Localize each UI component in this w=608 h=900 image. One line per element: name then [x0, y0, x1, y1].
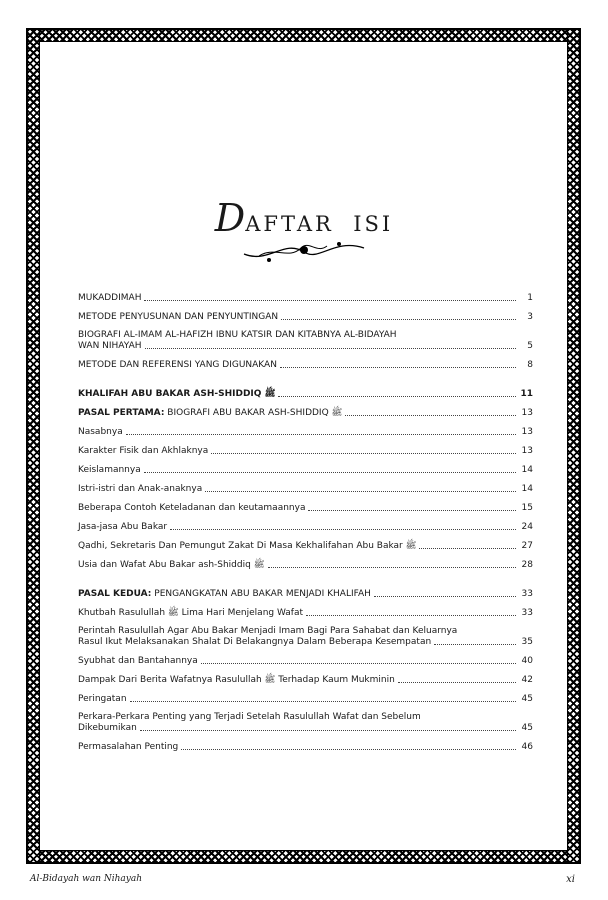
toc-entry-page: 45 [521, 694, 533, 704]
toc-entry-title: Nasabnya [78, 427, 123, 437]
toc-entry[interactable] [78, 607, 533, 619]
toc-entry-page: 14 [521, 484, 533, 494]
toc-entry[interactable] [78, 359, 533, 371]
dot-leader [308, 510, 516, 511]
toc-entry-page: 3 [527, 312, 533, 322]
toc-entry-page: 33 [521, 589, 533, 599]
toc-entry[interactable] [78, 559, 533, 571]
toc-entry[interactable] [78, 388, 533, 400]
toc-entry-title: Syubhat dan Bantahannya [78, 656, 198, 666]
dot-leader [170, 529, 516, 530]
dot-leader [181, 749, 516, 750]
toc-entry-page: 46 [521, 742, 533, 752]
toc-entry[interactable] [78, 712, 533, 734]
toc-entry-title: METODE PENYUSUNAN DAN PENYUNTINGAN [78, 312, 279, 322]
border-left [27, 29, 40, 863]
toc-entry-title: KHALIFAH ABU BAKAR ASH-SHIDDIQ ﷺ [78, 389, 276, 399]
toc-entry-title: Permasalahan Penting [78, 742, 179, 752]
toc-entry[interactable] [78, 311, 533, 323]
toc-entry[interactable] [78, 330, 533, 352]
toc-entry-title: Dikebumikan [78, 723, 137, 733]
dot-leader [434, 644, 516, 645]
dot-leader [201, 663, 516, 664]
toc-entry-page: 14 [521, 465, 533, 475]
dot-leader [281, 319, 516, 320]
toc-entry-title: METODE DAN REFERENSI YANG DIGUNAKAN [78, 360, 277, 370]
dot-leader [268, 567, 516, 568]
toc-entry-page: 5 [527, 341, 533, 351]
toc-entry-title: Usia dan Wafat Abu Bakar ash-Shiddiq ﷺ [78, 560, 265, 570]
toc-entry-page: 27 [521, 541, 533, 551]
flourish-ornament [239, 234, 369, 266]
dot-leader [278, 396, 516, 397]
toc-entry-page: 45 [521, 723, 533, 733]
toc-entry[interactable] [78, 741, 533, 753]
toc-entry-title: Karakter Fisik dan Akhlaknya [78, 446, 209, 456]
dot-leader [211, 453, 516, 454]
toc-entry-title: Peringatan [78, 694, 127, 704]
dot-leader [398, 682, 516, 683]
toc-entry-page: 40 [521, 656, 533, 666]
toc-entry-page: 11 [520, 389, 533, 399]
dot-leader [205, 491, 516, 492]
toc-entry-page: 28 [521, 560, 533, 570]
title-initial: D [214, 196, 246, 240]
title-word2: ISI [353, 212, 394, 236]
toc-section [78, 588, 533, 753]
dot-leader [130, 701, 516, 702]
toc-entry-title: Istri-istri dan Anak-anaknya [78, 484, 203, 494]
toc-entry[interactable] [78, 292, 533, 304]
toc-entry-title: Beberapa Contoh Keteladanan dan keutamaannya [78, 503, 306, 513]
toc-entry-lead: PASAL KEDUA: [78, 589, 152, 599]
toc-entry[interactable] [78, 426, 533, 438]
footer-book-title: Al-Bidayah wan Nihayah [30, 874, 143, 884]
toc-entry-title: Khutbah Rasulullah ﷺ Lima Hari Menjelang Wafat [78, 608, 304, 618]
toc-entry-page: 42 [521, 675, 533, 685]
toc-entry-line1: BIOGRAFI AL-IMAM AL-HAFIZH IBNU KATSIR DAN KITABNYA AL-BIDAYAH [78, 330, 397, 340]
toc-entry[interactable] [78, 464, 533, 476]
toc-section [78, 388, 533, 571]
toc-entry-title: Keislamannya [78, 465, 141, 475]
border-right [567, 29, 580, 863]
toc-entry-line1: Perintah Rasulullah Agar Abu Bakar Menjadi Imam Bagi Para Sahabat dan Keluarnya [78, 626, 458, 636]
toc-entry-page: 1 [527, 293, 533, 303]
toc-entry-page: 8 [527, 360, 533, 370]
toc-entry-title: Jasa-jasa Abu Bakar [78, 522, 168, 532]
toc-entry-title: Rasul Ikut Melaksanakan Shalat Di Belakangnya Dalam Beberapa Kesempatan [78, 637, 432, 647]
toc-entry[interactable] [78, 445, 533, 457]
toc-entry[interactable] [78, 655, 533, 667]
toc-entry-title: PENGANGKATAN ABU BAKAR MENJADI KHALIFAH [154, 589, 371, 599]
toc-entry[interactable] [78, 540, 533, 552]
toc-entry[interactable] [78, 483, 533, 495]
toc-entry-title: Dampak Dari Berita Wafatnya Rasulullah ﷺ Terhadap Kaum Mukminin [78, 675, 395, 685]
toc-entry[interactable] [78, 502, 533, 514]
toc-entry[interactable] [78, 588, 533, 600]
toc-entry[interactable] [78, 693, 533, 705]
dot-leader [140, 730, 516, 731]
toc-entry-page: 13 [521, 427, 533, 437]
toc-entry-page: 35 [521, 637, 533, 647]
toc-entry[interactable] [78, 521, 533, 533]
border-bottom [27, 850, 580, 863]
toc-entry-title: Qadhi, Sekretaris Dan Pemungut Zakat Di Masa Kekhalifahan Abu Bakar ﷺ [78, 541, 417, 551]
toc-entry-page: 24 [521, 522, 533, 532]
toc-entry-title: MUKADDIMAH [78, 293, 142, 303]
toc-entry-page: 33 [521, 608, 533, 618]
toc-entry-title: BIOGRAFI ABU BAKAR ASH-SHIDDIQ ﷺ [167, 408, 343, 418]
dot-leader [144, 300, 516, 301]
border-top [27, 29, 580, 42]
dot-leader [126, 434, 516, 435]
table-of-contents [78, 292, 533, 760]
toc-entry[interactable] [78, 674, 533, 686]
toc-entry-title: WAN NIHAYAH [78, 341, 142, 351]
toc-entry[interactable] [78, 407, 533, 419]
dot-leader [419, 548, 516, 549]
footer-page-number: xi [566, 874, 575, 885]
dot-leader [374, 596, 516, 597]
toc-entry-page: 13 [521, 446, 533, 456]
toc-entry-lead: PASAL PERTAMA: [78, 408, 165, 418]
dot-leader [280, 367, 516, 368]
toc-entry-line1: Perkara-Perkara Penting yang Terjadi Setelah Rasulullah Wafat dan Sebelum [78, 712, 421, 722]
toc-entry-page: 13 [521, 408, 533, 418]
dot-leader [144, 472, 516, 473]
toc-section [78, 292, 533, 371]
dot-leader [345, 415, 516, 416]
toc-entry-page: 15 [521, 503, 533, 513]
title-rest: AFTAR [245, 212, 334, 236]
toc-entry[interactable] [78, 626, 533, 648]
dot-leader [145, 348, 517, 349]
dot-leader [306, 615, 516, 616]
